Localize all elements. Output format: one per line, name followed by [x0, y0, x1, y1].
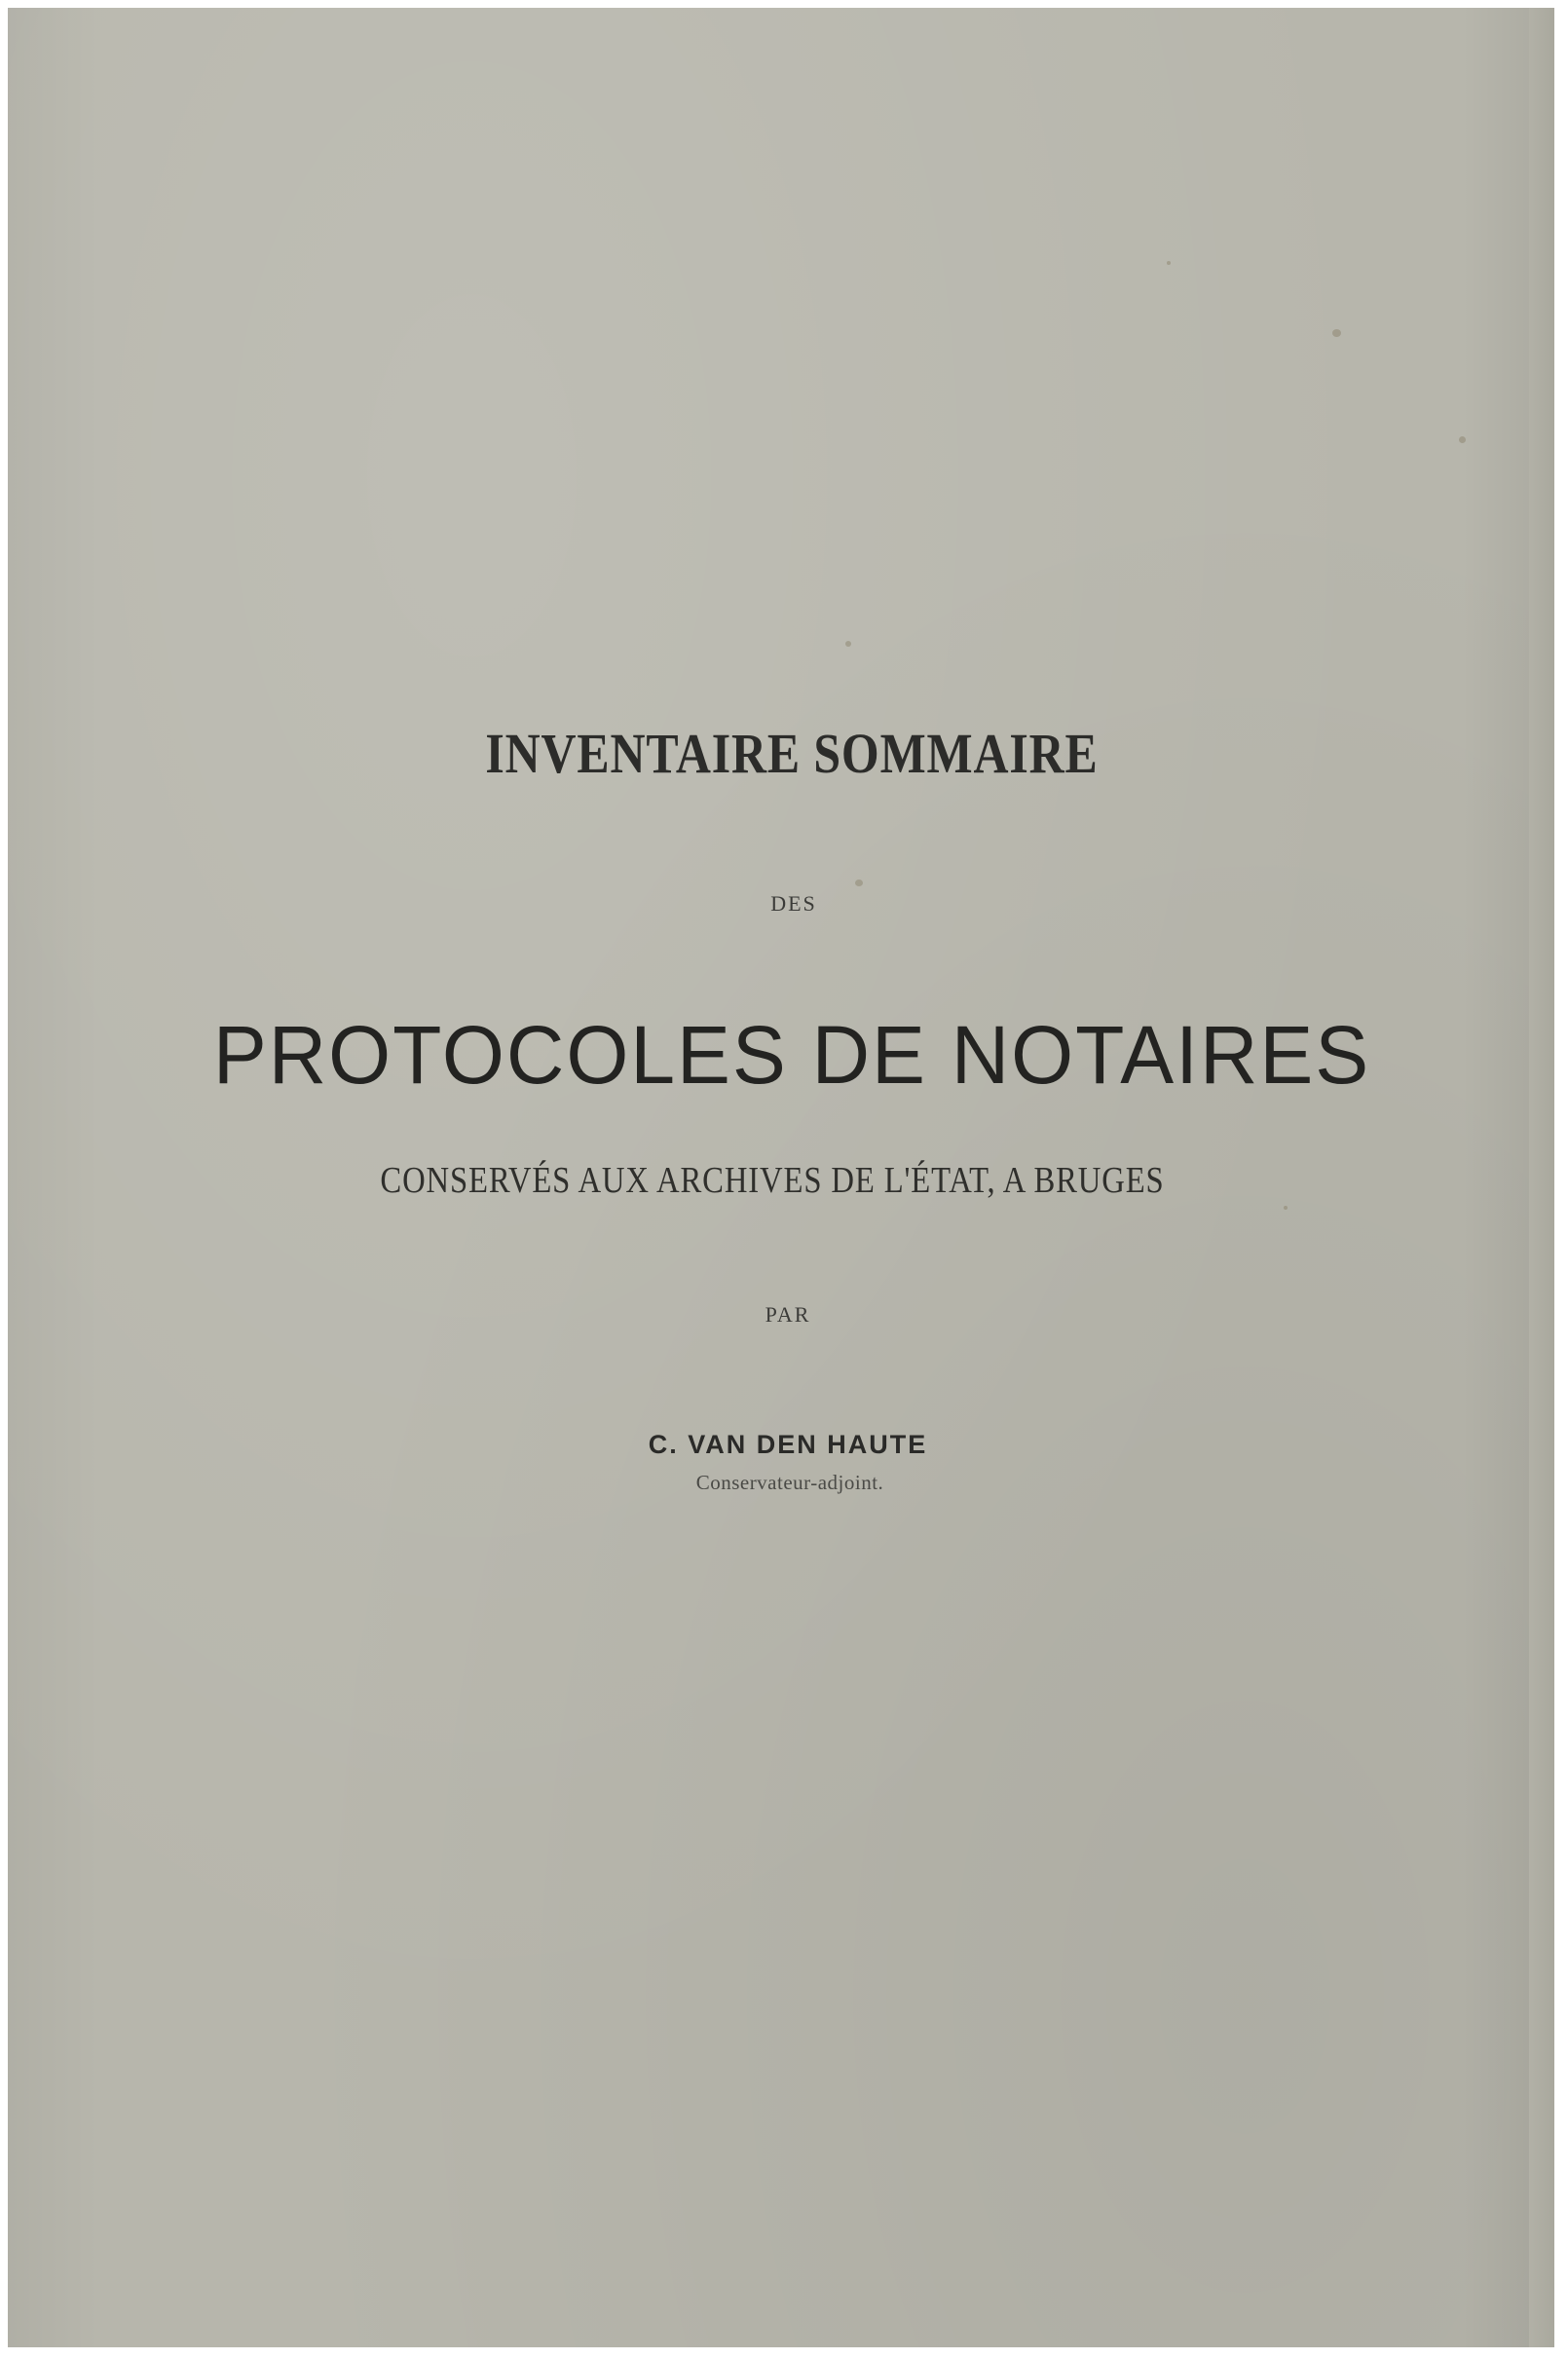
- paper-spot: [855, 880, 863, 886]
- page-edge: [1529, 8, 1554, 2347]
- subtitle: CONSERVÉS AUX ARCHIVES DE L'ÉTAT, A BRUGES: [380, 1160, 1165, 1201]
- document-title: INVENTAIRE SOMMAIRE: [485, 722, 1099, 785]
- main-title: PROTOCOLES DE NOTAIRES: [212, 1009, 1371, 1101]
- author-name: C. VAN DEN HAUTE: [648, 1430, 928, 1459]
- by-line: PAR: [765, 1302, 811, 1327]
- title-connector: DES: [770, 891, 817, 916]
- paper-spot: [1459, 436, 1466, 443]
- paper-spot: [1284, 1206, 1288, 1210]
- paper-spot: [1332, 329, 1341, 337]
- author-role: Conservateur-adjoint.: [695, 1471, 884, 1494]
- paper-spot: [1167, 261, 1171, 265]
- paper-spot: [845, 641, 851, 647]
